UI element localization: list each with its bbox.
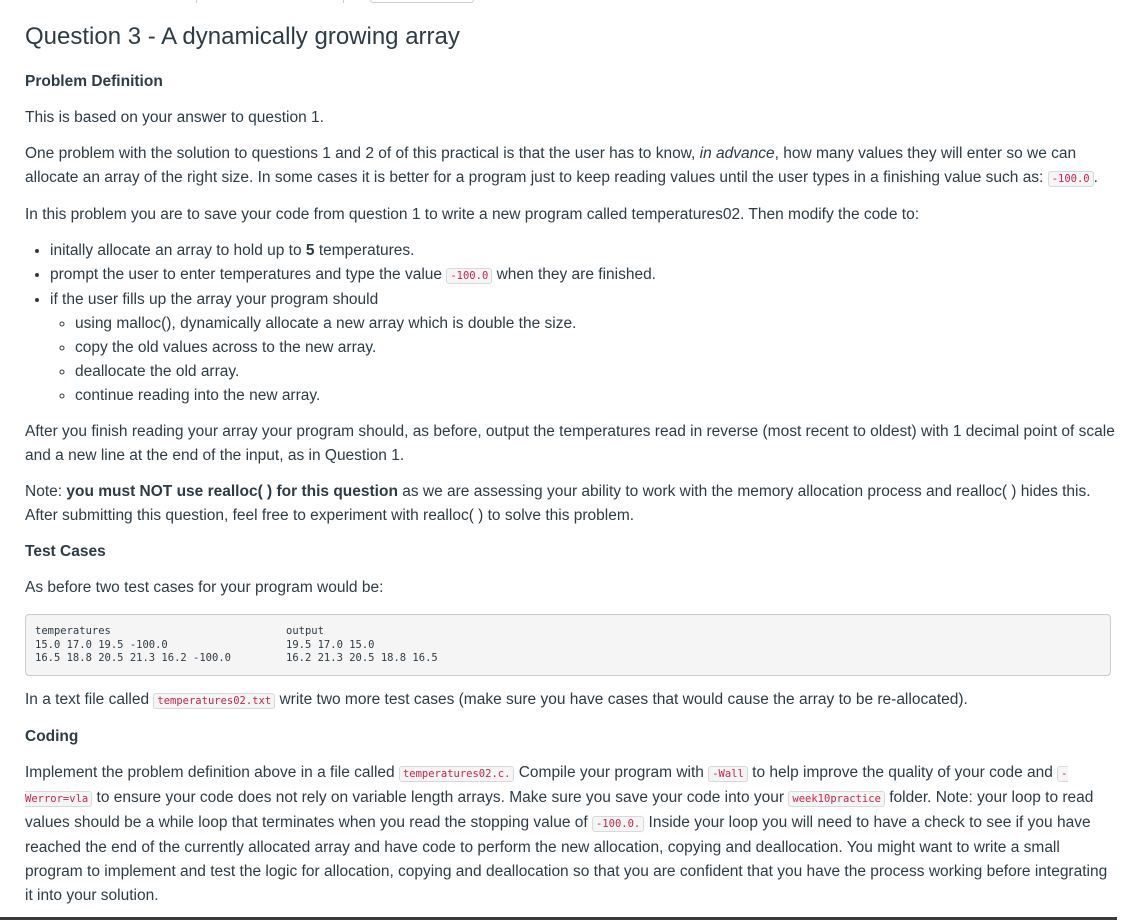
test-cases-code-block — [25, 614, 1111, 676]
intro-paragraph: This is based on your answer to question 1. — [25, 109, 324, 126]
text-span: initally allocate an array to hold up to — [50, 242, 306, 259]
text-span: as we are assessing your ability to work with the memory allocation process and realloc( ) hides this. After submitting this question, feel free to experiment with realloc( ) to solve this problem. — [25, 483, 1091, 524]
problem-paragraph — [25, 142, 1115, 191]
list-item — [50, 288, 1115, 408]
problem-definition-heading: Problem Definition — [25, 73, 163, 90]
page-title: Question 3 - A dynamically growing array — [25, 23, 460, 50]
list-item — [50, 263, 1115, 288]
text-span: Implement the problem definition above in a file called — [25, 764, 399, 781]
text-span: Note: — [25, 483, 67, 500]
text-span: In a text file called — [25, 691, 154, 708]
output-line: 19.5 17.0 15.0 — [286, 638, 375, 651]
text-span: to help improve the quality of your code and — [747, 764, 1058, 781]
sub-list-item: ◦ copy the old values across to the new array. — [75, 336, 1115, 360]
column-header: output — [286, 625, 324, 637]
text-span: , how many values they will enter so we can allocate an array of the right size. In some cases it is better for a program just to keep reading values until the user types in a finishing value such as: — [25, 145, 1077, 186]
inline-code: -Werror=vla — [25, 768, 1068, 805]
inline-code: week10practice — [788, 791, 885, 807]
sub-list — [50, 312, 1115, 408]
inline-code: -100.0. — [592, 816, 644, 832]
inline-code: -100.0 — [1048, 171, 1094, 187]
coding-paragraph — [25, 761, 1115, 908]
input-line: 15.0 17.0 19.5 -100.0 — [35, 638, 168, 651]
strong-text: 5 — [305, 242, 315, 259]
text-span: to ensure your code does not rely on variable length arrays. Make sure you save your code into your — [92, 789, 789, 806]
emphasis-text: in advance — [699, 145, 775, 162]
text-span: prompt the user to enter temperatures and type the value — [50, 266, 447, 283]
question-content — [25, 14, 1115, 908]
text-span: One problem with the solution to questions 1 and 2 of of this practical is that the user has to know, — [25, 145, 700, 162]
top-edge-mark — [343, 0, 344, 3]
sub-list-item: ◦ using malloc(), dynamically allocate a new array which is double the size. — [75, 312, 1115, 336]
top-edge-button-bottom[interactable] — [370, 0, 474, 3]
sub-list-item: ◦ continue reading into the new array. — [75, 384, 1115, 408]
text-file-paragraph — [25, 688, 1115, 713]
strong-text: you must NOT use realloc( ) for this question — [66, 483, 398, 500]
top-edge-mark — [196, 0, 197, 3]
inline-code: -Wall — [708, 766, 748, 782]
text-span: if the user fills up the array your program should — [50, 291, 379, 308]
temperatures-column — [35, 625, 231, 666]
column-header: temperatures — [35, 625, 111, 637]
text-span: temperatures. — [314, 242, 415, 259]
input-line: 16.5 18.8 20.5 21.3 16.2 -100.0 — [35, 652, 231, 664]
test-cases-intro: As before two test cases for your program would be: — [25, 579, 384, 596]
output-line: 16.2 21.3 20.5 18.8 16.5 — [286, 652, 438, 664]
text-span: Inside your loop you will need to have a check to see if you have reached the end of the currently allocated array and have code to perform the new allocation, copying and deallocation. You might want to write a small program to implement and test the logic for allocation, copying and deallocation so that you are confident that you have the process working before integrating it into your solution. — [25, 814, 1108, 904]
text-span: when they are finished. — [492, 266, 656, 283]
output-column — [286, 625, 438, 666]
inline-code: temperatures02.txt — [153, 693, 275, 709]
text-span: . — [1093, 169, 1098, 186]
top-edge — [0, 0, 1134, 4]
horizontal-scrollbar[interactable] — [0, 915, 1134, 920]
coding-heading: Coding — [25, 728, 79, 745]
sub-list-item: ◦ deallocate the old array. — [75, 360, 1115, 384]
requirements-list — [25, 239, 1115, 408]
output-paragraph: After you finish reading your array your program should, as before, output the temperatures read in reverse (most recent to oldest) with 1 decimal point of scale and a new line at the end of the input, as in Question 1. — [25, 423, 1115, 464]
inline-code: temperatures02.c. — [399, 766, 514, 782]
list-item — [50, 239, 1115, 263]
test-cases-heading: Test Cases — [25, 543, 106, 560]
text-span: write two more test cases (make sure you have cases that would cause the array to be re-allocated). — [275, 691, 968, 708]
inline-code: -100.0 — [446, 268, 492, 284]
note-paragraph — [25, 480, 1115, 528]
text-span: Compile your program with — [514, 764, 709, 781]
task-paragraph: In this problem you are to save your code from question 1 to write a new program called temperatures02. Then modify the code to: — [25, 206, 920, 223]
text-span: folder. Note: your loop to read values should be a while loop that terminates when you read the stopping value of — [25, 789, 1094, 831]
